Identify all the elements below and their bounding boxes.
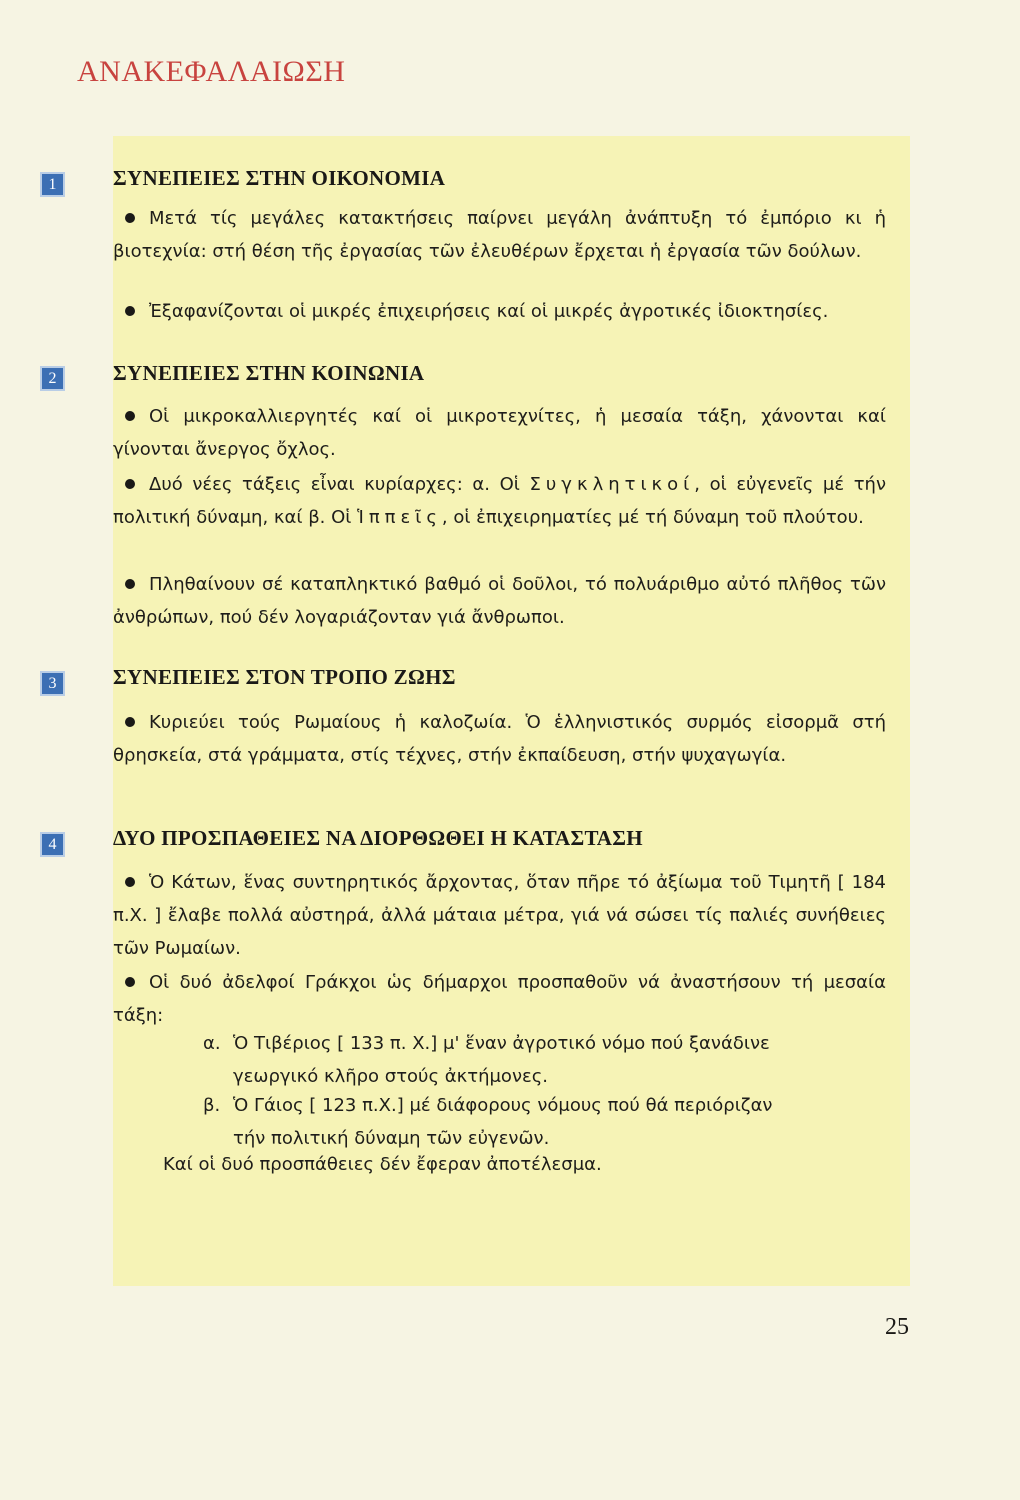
section-number-3: 3 (40, 671, 65, 696)
sub-item-b: β. Ὁ Γάιος [ 123 π.Χ.] μέ διάφορους νόμους πού θά περιόριζαν τήν πολιτική δύναμη τῶν εὐγενῶν. (203, 1095, 773, 1149)
term-ippeis: Ἱππεῖς (357, 507, 442, 528)
bullet-icon (125, 977, 135, 987)
sub-item-a: α. Ὁ Τιβέριος [ 133 π. Χ.] μ' ἕναν ἀγροτικό νόμο πού ξανάδινε γεωργικό κλῆρο στούς ἀκτήμονες. (203, 1033, 770, 1087)
bullet-icon (125, 213, 135, 223)
paragraph: Πληθαίνουν σέ καταπληκτικό βαθμό οἱ δοῦλοι, τό πολυάριθμο αὐτό πλῆθος τῶν ἀνθρώπων, πού δέν λογαριάζονταν γιά ἄνθρωποι. (113, 574, 886, 628)
paragraph: Ὁ Κάτων, ἕνας συντηρητικός ἄρχοντας, ὅταν πῆρε τό ἀξίωμα τοῦ Τιμητῆ [ 184 π.Χ. ] ἔλαβε πολλά αὐστηρά, ἀλλά μάταια μέτρα, γιά νά σώσει τίς παλιές συνήθειες τῶν Ρωμαίων. (113, 872, 886, 959)
bullet-icon (125, 306, 135, 316)
section-number-4: 4 (40, 832, 65, 857)
page-number: 25 (885, 1314, 909, 1340)
section-heading-1: ΣΥΝΕΠΕΙΕΣ ΣΤΗΝ ΟΙΚΟΝΟΜΙΑ (113, 166, 446, 190)
closing-text: Καί οἱ δυό προσπάθειες δέν ἔφεραν ἀποτέλεσμα. (163, 1154, 602, 1175)
paragraph: Οἱ μικροκαλλιεργητές καί οἱ μικροτεχνίτες, ἡ μεσαία τάξη, χάνονται καί γίνονται ἄνεργος ὄχλος. (113, 406, 886, 460)
bullet-icon (125, 877, 135, 887)
page-title: ΑΝΑΚΕΦΑΛΑΙΩΣΗ (77, 55, 346, 88)
section-number-1: 1 (40, 172, 65, 197)
bullet-icon (125, 479, 135, 489)
section-heading-2: ΣΥΝΕΠΕΙΕΣ ΣΤΗΝ ΚΟΙΝΩΝΙΑ (113, 361, 425, 385)
section-heading-4: ΔΥΟ ΠΡΟΣΠΑΘΕΙΕΣ ΝΑ ΔΙΟΡΘΩΘΕΙ Η ΚΑΤΑΣΤΑΣΗ (113, 826, 643, 850)
section-heading-3: ΣΥΝΕΠΕΙΕΣ ΣΤΟΝ ΤΡΟΠΟ ΖΩΗΣ (113, 665, 456, 689)
bullet-icon (125, 717, 135, 727)
bullet-icon (125, 411, 135, 421)
paragraph: Κυριεύει τούς Ρωμαίους ἡ καλοζωία. Ὁ ἑλληνιστικός συρμός εἰσορμᾶ στή θρησκεία, στά γράμματα, στίς τέχνες, στήν ἐκπαίδευση, στήν ψυχαγωγία. (113, 712, 886, 766)
paragraph: Οἱ δυό ἀδελφοί Γράκχοι ὡς δήμαρχοι προσπαθοῦν νά ἀναστήσουν τή μεσαία τάξη: (113, 972, 886, 1026)
paragraph: Δυό νέες τάξεις εἶναι κυρίαρχες: α. Οἱ Συγκλητικοί, οἱ εὐγενεῖς μέ τήν πολιτική δύναμη, καί β. Οἱ Ἱππεῖς, οἱ ἐπιχειρηματίες μέ τή δύναμη τοῦ πλούτου. (113, 474, 886, 528)
bullet-icon (125, 579, 135, 589)
paragraph: Μετά τίς μεγάλες κατακτήσεις παίρνει μεγάλη ἀνάπτυξη τό ἐμπόριο κι ἡ βιοτεχνία: στή θέση τῆς ἐργασίας τῶν ἐλευθέρων ἔρχεται ἡ ἐργασία τῶν δούλων. (113, 208, 886, 262)
term-synklitikoi: Συγκλητικοί (529, 474, 695, 495)
section-number-2: 2 (40, 366, 65, 391)
paragraph: Ἐξαφανίζονται οἱ μικρές ἐπιχειρήσεις καί οἱ μικρές ἀγροτικές ἰδιοκτησίες. (113, 295, 886, 328)
